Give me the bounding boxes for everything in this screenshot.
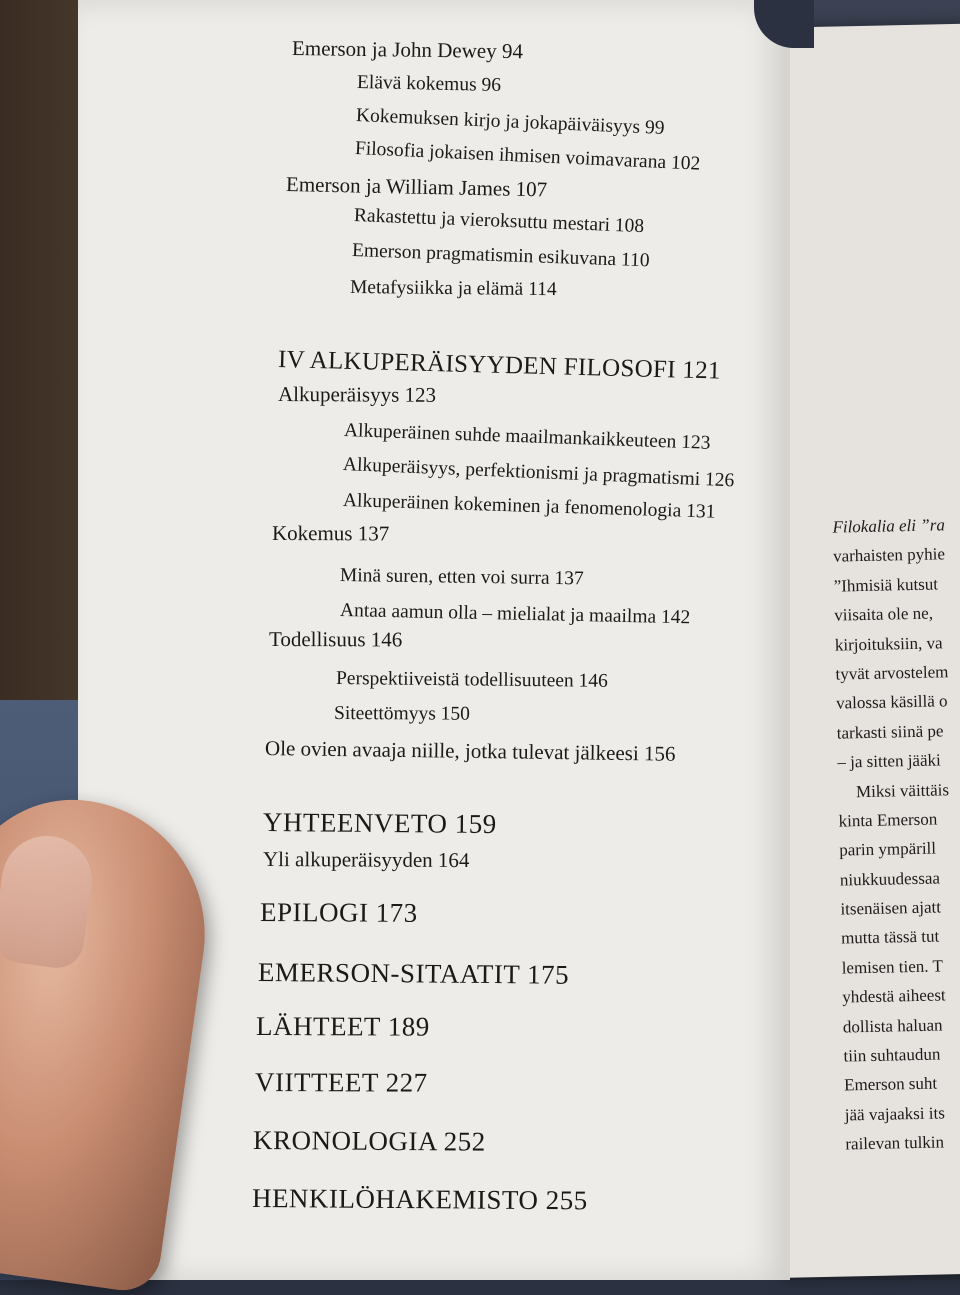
right-page-line: railevan tulkin (845, 1132, 945, 1154)
toc-section-emerson-sitaatit: EMERSON-SITAATIT 175 (257, 957, 570, 990)
right-page-line: tarkasti siinä pe (836, 721, 944, 743)
toc-entry-fenomenologia: Alkuperäinen kokeminen ja fenomenologia 131 (342, 490, 716, 523)
toc-entry-perspektiiveista: Perspektiiveistä todellisuuteen 146 (335, 668, 608, 692)
toc-section-kronologia: KRONOLOGIA 252 (252, 1125, 486, 1157)
toc-section-epilogi: EPILOGI 173 (259, 897, 418, 928)
toc-entry-perfektionismi: Alkuperäisyys, perfektionismi ja pragmatismi 126 (342, 454, 735, 492)
right-page-line: jää vajaaksi its (844, 1103, 946, 1125)
toc-entry-rakastettu-mestari: Rakastettu ja vieroksuttu mestari 108 (353, 205, 645, 238)
toc-entry-pragmatismin-esikuvana: Emerson pragmatismin esikuvana 110 (351, 240, 650, 272)
right-page-line: viisaita ole ne, (834, 603, 934, 625)
toc-entry-kokemuksen-kirjo: Kokemuksen kirjo ja jokapäiväisyys 99 (355, 105, 665, 139)
right-page-line: parin ympärill (839, 838, 937, 860)
right-page-line: tyvät arvostelem (835, 662, 949, 684)
right-book-page (762, 23, 960, 1278)
right-page-line: Emerson suht (843, 1073, 938, 1095)
right-page-line: niukkuudessaa (839, 868, 941, 890)
right-page-line: dollista haluan (842, 1015, 943, 1037)
table-of-contents (78, 0, 790, 1280)
toc-entry-kokemus: Kokemus 137 (271, 521, 390, 546)
right-page-line: kinta Emerson (838, 809, 938, 831)
toc-section-henkilohakemisto: HENKILÖHAKEMISTO 255 (251, 1183, 588, 1216)
right-page-text (832, 508, 960, 1159)
right-page-line: mutta tässä tut (840, 926, 940, 949)
toc-entry-ovien-avaaja: Ole ovien avaaja niille, jotka tulevat jälkeesi 156 (264, 736, 676, 766)
toc-entry-filosofia-voimavarana: Filosofia jokaisen ihmisen voimavarana 102 (354, 138, 701, 175)
toc-entry-antaa-aamun-olla: Antaa aamun olla – mielialat ja maailma 142 (339, 600, 691, 629)
toc-entry-todellisuus: Todellisuus 146 (268, 627, 403, 652)
right-page-line: ”Ihmisiä kutsut (833, 574, 939, 596)
toc-entry-metafysiikka: Metafysiikka ja elämä 114 (349, 277, 557, 301)
right-page-line: yhdestä aiheest (842, 985, 946, 1007)
toc-entry-elava-kokemus: Elävä kokemus 96 (356, 72, 502, 97)
left-book-page (78, 0, 790, 1280)
toc-entry-emerson-james: Emerson ja William James 107 (285, 172, 548, 202)
toc-entry-siteettomyys: Siteettömyys 150 (333, 703, 471, 725)
toc-part-iv-title: IV ALKUPERÄISYYDEN FILOSOFI 121 (277, 346, 722, 385)
toc-section-viitteet: VIITTEET 227 (254, 1067, 428, 1098)
right-page-line: kirjoituksiin, va (834, 632, 943, 655)
toc-entry-mina-suren: Minä suren, etten voi surra 137 (339, 565, 584, 590)
right-page-line: valossa käsillä o (835, 691, 948, 713)
toc-entry-emerson-dewey: Emerson ja John Dewey 94 (291, 36, 524, 64)
toc-entry-alkuperainen-suhde: Alkuperäinen suhde maailmankaikkeuteen 123 (343, 420, 711, 454)
right-page-line: lemisen tien. T (841, 956, 944, 978)
right-page-line: Miksi väittäis (855, 779, 950, 801)
right-page-line: itsenäisen ajatt (840, 897, 942, 919)
right-page-line: – ja sitten jääki (837, 750, 941, 772)
toc-entry-yli-alkuperaisyyden: Yli alkuperäisyyden 164 (262, 847, 470, 873)
toc-entry-alkuperaisyys: Alkuperäisyys 123 (277, 382, 437, 407)
right-page-line: Filokalia eli ”ra (832, 515, 946, 537)
right-page-line: tiin suhtaudun (843, 1044, 941, 1066)
toc-section-lahteet: LÄHTEET 189 (255, 1011, 430, 1042)
thumbnail-nail (0, 830, 98, 971)
toc-section-yhteenveto: YHTEENVETO 159 (262, 807, 497, 840)
right-page-line: varhaisten pyhie (832, 544, 946, 567)
